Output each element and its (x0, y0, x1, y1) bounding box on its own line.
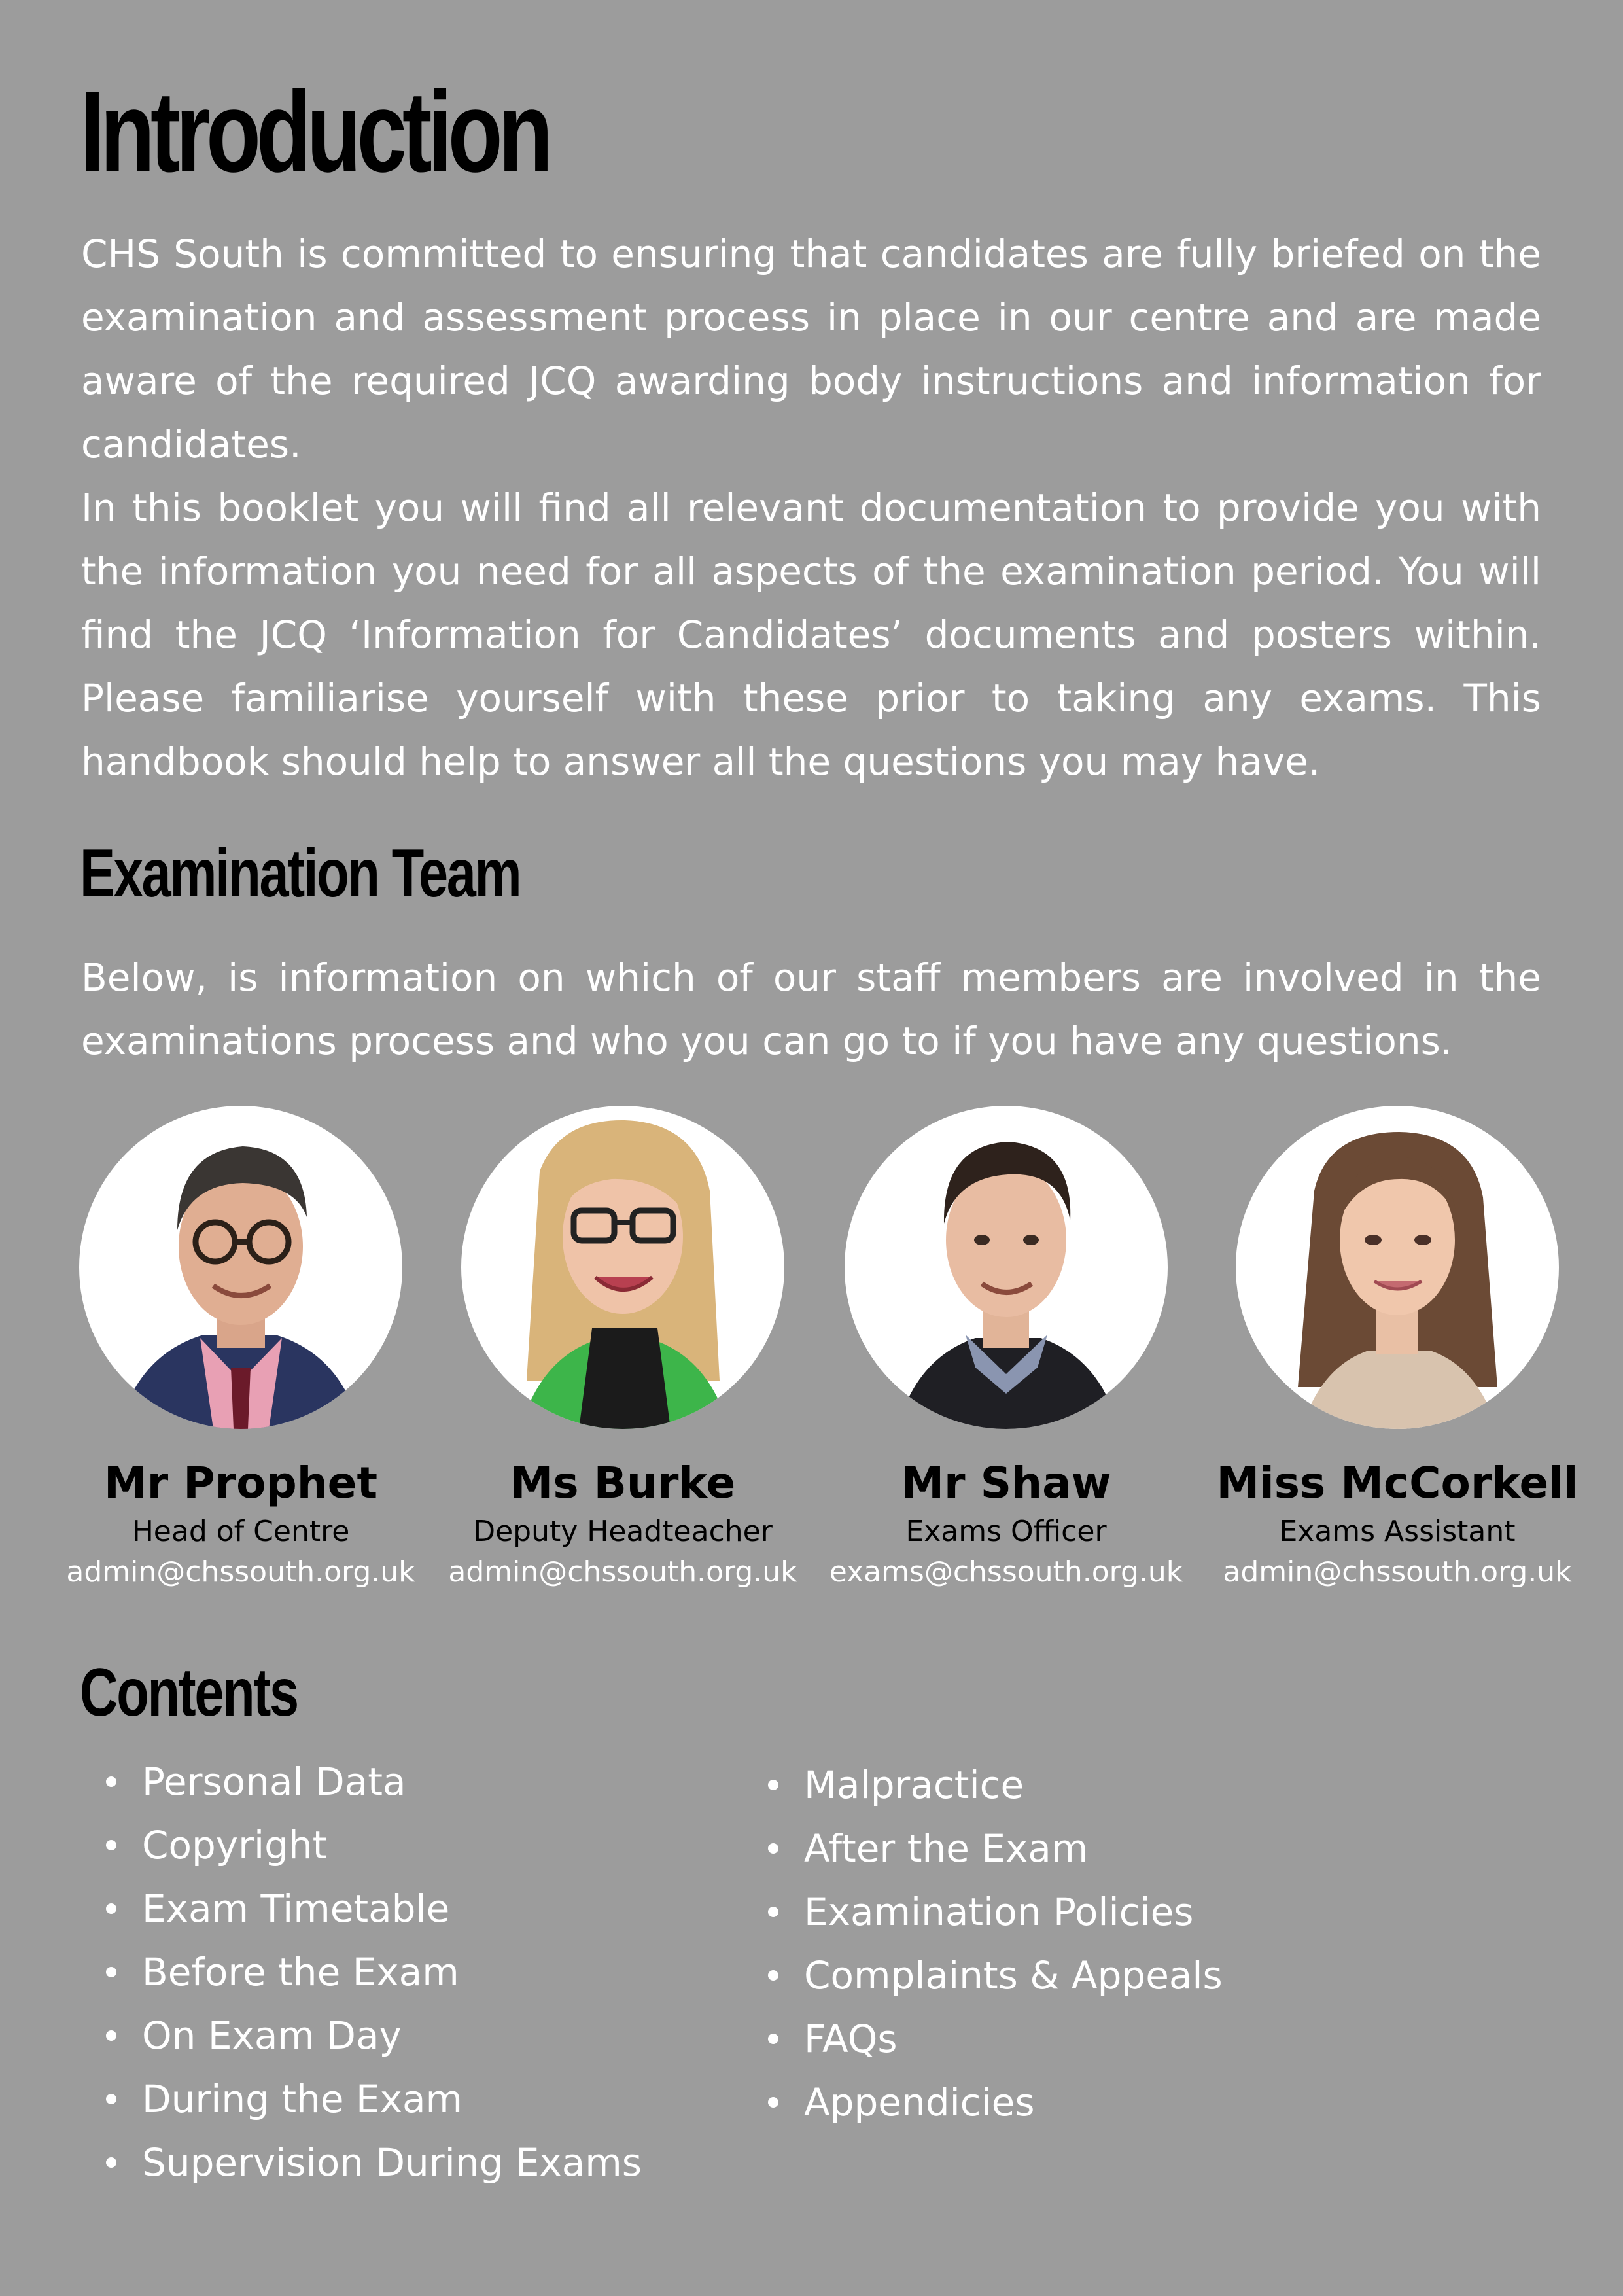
contents-heading: Contents (80, 1655, 298, 1731)
bullet-icon (768, 2034, 778, 2044)
bullet-icon (106, 2030, 116, 2041)
staff-photo (845, 1106, 1168, 1429)
list-item[interactable] (742, 1754, 1223, 1817)
bullet-icon (768, 1970, 778, 1981)
staff-email[interactable]: admin@chssouth.org.uk (66, 1555, 415, 1589)
staff-role: Head of Centre (131, 1515, 350, 1548)
staff-photo (461, 1106, 784, 1429)
bullet-icon (768, 2097, 778, 2108)
staff-card-burke (433, 1106, 812, 1593)
bullet-icon (106, 1840, 116, 1850)
staff-card-shaw (816, 1106, 1196, 1593)
list-item-label: Malpractice (804, 1763, 1024, 1807)
staff-photo (79, 1106, 402, 1429)
staff-name: Mr Shaw (901, 1458, 1111, 1508)
list-item-label: On Exam Day (142, 2013, 402, 2058)
staff-email[interactable]: exams@chssouth.org.uk (829, 1555, 1183, 1589)
staff-card-mccorkell (1208, 1106, 1587, 1593)
list-item[interactable] (80, 1877, 642, 1941)
staff-role: Exams Officer (905, 1515, 1107, 1548)
list-item[interactable] (742, 1944, 1223, 2007)
list-item[interactable] (80, 2068, 642, 2131)
staff-card-prophet (51, 1106, 430, 1593)
list-item[interactable] (80, 1814, 642, 1877)
list-item-label: FAQs (804, 2017, 898, 2061)
list-item-label: Supervision During Exams (142, 2140, 642, 2185)
list-item[interactable] (80, 2004, 642, 2068)
list-item[interactable] (80, 1941, 642, 2004)
staff-email[interactable]: admin@chssouth.org.uk (1223, 1555, 1572, 1589)
list-item-label: After the Exam (804, 1826, 1089, 1871)
contents-list-left (80, 1750, 642, 2195)
contents-list-right (742, 1754, 1223, 2134)
list-item-label: Copyright (142, 1823, 328, 1867)
bullet-icon (106, 1967, 116, 1977)
bullet-icon (768, 1843, 778, 1854)
staff-photo (1236, 1106, 1559, 1429)
list-item-label: Complaints & Appeals (804, 1953, 1223, 1998)
list-item[interactable] (742, 2071, 1223, 2134)
team-intro: Below, is information on which of our staff members are involved in the examinations process and who you can go to if you have any questions. (81, 955, 1541, 1063)
list-item[interactable] (742, 2007, 1223, 2071)
page-title: Introduction (80, 68, 549, 196)
list-item-label: During the Exam (142, 2077, 463, 2121)
bullet-icon (768, 1907, 778, 1917)
list-item[interactable] (80, 1750, 642, 1814)
list-item-label: Exam Timetable (142, 1886, 450, 1931)
list-item-label: Examination Policies (804, 1890, 1194, 1934)
intro-paragraph-1: CHS South is committed to ensuring that candidates are fully briefed on the examination and assessment process in place in our centre and are made aware of the required JCQ awarding body instructions and information for candidates. (81, 232, 1541, 467)
list-item-label: Appendicies (804, 2080, 1035, 2125)
bullet-icon (106, 1776, 116, 1787)
staff-role: Exams Assistant (1279, 1515, 1516, 1548)
staff-email[interactable]: admin@chssouth.org.uk (448, 1555, 797, 1589)
team-heading: Examination Team (80, 836, 521, 911)
list-item[interactable] (742, 1881, 1223, 1944)
list-item[interactable] (80, 2131, 642, 2195)
list-item[interactable] (742, 1817, 1223, 1881)
bullet-icon (106, 2094, 116, 2104)
list-item-label: Before the Exam (142, 1950, 459, 1994)
staff-role: Deputy Headteacher (473, 1515, 773, 1548)
bullet-icon (106, 2157, 116, 2168)
bullet-icon (768, 1780, 778, 1790)
staff-name: Ms Burke (510, 1458, 736, 1508)
staff-name: Miss McCorkell (1216, 1458, 1579, 1508)
list-item-label: Personal Data (142, 1759, 406, 1804)
bullet-icon (106, 1903, 116, 1914)
staff-name: Mr Prophet (103, 1458, 377, 1508)
intro-paragraph-2: In this booklet you will find all relevant documentation to provide you with the information you need for all aspects of the examination period. You will find the JCQ ‘Information for Candidates’ documents and posters within. Please familiarise yourself with these prior to taking any exams. This handbook should help to answer all the questions you may have. (81, 486, 1541, 784)
